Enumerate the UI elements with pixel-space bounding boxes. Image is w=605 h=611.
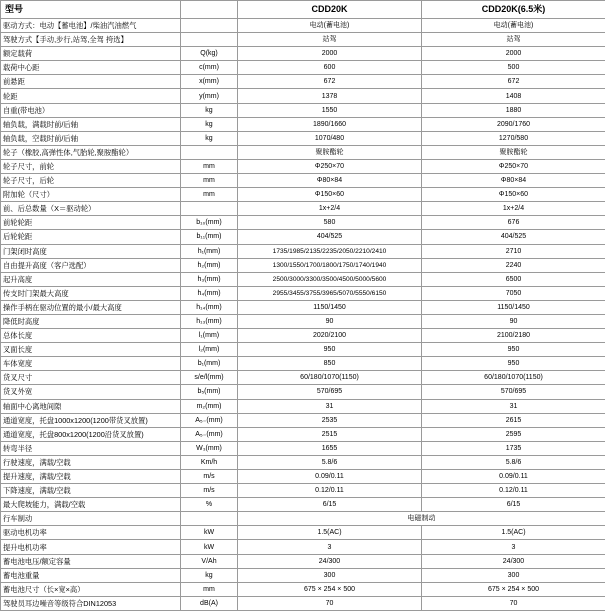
- row-unit: l₂(mm): [181, 343, 238, 357]
- row-value-model-1: 5.8/6: [238, 455, 422, 469]
- row-label: 驾驶员耳边噪音等级符合DIN12053: [1, 596, 181, 610]
- row-value-model-2: Φ80×84: [422, 174, 605, 188]
- row-label: 转弯半径: [1, 441, 181, 455]
- row-value-model-1: 24/300: [238, 554, 422, 568]
- table-row: [1, 385, 605, 399]
- row-value-model-2: 1x+2/4: [422, 202, 605, 216]
- row-value-model-1: 672: [238, 75, 422, 89]
- row-value-model-1: 600: [238, 61, 422, 75]
- row-unit: m₂(mm): [181, 399, 238, 413]
- row-unit: h₃(mm): [181, 272, 238, 286]
- row-value-model-1: 2955/3455/3755/3965/5070/5550/6150: [238, 286, 422, 300]
- row-unit: h₁₄(mm): [181, 300, 238, 314]
- row-unit: [181, 202, 238, 216]
- row-unit: V/Ah: [181, 554, 238, 568]
- row-value-model-2: 1270/580: [422, 131, 605, 145]
- row-label: 总体长度: [1, 329, 181, 343]
- row-label: 传支时门架最大高度: [1, 286, 181, 300]
- row-label: 附加轮（尺寸）: [1, 188, 181, 202]
- row-value-model-2: 500: [422, 61, 605, 75]
- row-unit: W₃(mm): [181, 441, 238, 455]
- row-value-model-1: 1550: [238, 103, 422, 117]
- table-row: [1, 103, 605, 117]
- row-label: 货叉尺寸: [1, 371, 181, 385]
- row-value-model-1: 675 × 254 × 500: [238, 582, 422, 596]
- row-value-model-1: 31: [238, 399, 422, 413]
- table-row: [1, 399, 605, 413]
- table-row: [1, 33, 605, 47]
- row-value-model-1: 2535: [238, 413, 422, 427]
- row-label: 提升速度，满载/空载: [1, 470, 181, 484]
- row-value-model-2: 672: [422, 75, 605, 89]
- row-value-model-1: 90: [238, 314, 422, 328]
- row-value-model-2: 90: [422, 314, 605, 328]
- row-label: 行车制动: [1, 512, 181, 526]
- row-unit: m/s: [181, 484, 238, 498]
- row-value-model-1: 1655: [238, 441, 422, 455]
- table-row: [1, 244, 605, 258]
- table-row: [1, 159, 605, 173]
- table-row: [1, 47, 605, 61]
- row-value-model-2: 2710: [422, 244, 605, 258]
- table-header: [1, 1, 605, 19]
- table-row: [1, 117, 605, 131]
- row-label: 驱动电机功率: [1, 526, 181, 540]
- row-label: 轮距: [1, 89, 181, 103]
- row-value-model-2: 1880: [422, 103, 605, 117]
- table-row: [1, 455, 605, 469]
- table-row: [1, 484, 605, 498]
- row-value-model-2: 300: [422, 568, 605, 582]
- table-row: [1, 75, 605, 89]
- row-value-model-2: 6/15: [422, 498, 605, 512]
- row-label: 额定载荷: [1, 47, 181, 61]
- row-value-model-2: 1735: [422, 441, 605, 455]
- row-unit: [181, 145, 238, 159]
- row-value-model-1: 1378: [238, 89, 422, 103]
- row-label: 提升电机功率: [1, 540, 181, 554]
- table-row: [1, 258, 605, 272]
- row-value-model-1: 1300/1550/1700/1800/1750/1740/1940: [238, 258, 422, 272]
- row-unit: [181, 512, 238, 526]
- row-unit: m/s: [181, 470, 238, 484]
- row-value-model-1: 1150/1450: [238, 300, 422, 314]
- row-unit: b₅(mm): [181, 385, 238, 399]
- row-unit: x(mm): [181, 75, 238, 89]
- row-unit: [181, 33, 238, 47]
- table-row: [1, 300, 605, 314]
- row-label: 蓄电池重量: [1, 568, 181, 582]
- row-value-model-1: 404/525: [238, 230, 422, 244]
- row-value-model-1: 1070/480: [238, 131, 422, 145]
- row-value-model-1: Φ80×84: [238, 174, 422, 188]
- table-row: [1, 61, 605, 75]
- table-row: [1, 512, 605, 526]
- row-label: 前轮轮距: [1, 216, 181, 230]
- table-row: [1, 371, 605, 385]
- table-row: [1, 470, 605, 484]
- row-value-model-2: 6500: [422, 272, 605, 286]
- table-row: [1, 526, 605, 540]
- row-value-model-1: 2515: [238, 427, 422, 441]
- row-label: 轴面中心离地间隙: [1, 399, 181, 413]
- table-row: [1, 286, 605, 300]
- row-value-model-1: 1890/1660: [238, 117, 422, 131]
- row-value-model-2: 1.5(AC): [422, 526, 605, 540]
- table-row: [1, 131, 605, 145]
- table-row: [1, 343, 605, 357]
- table-row: [1, 19, 605, 33]
- row-value-model-2: 电动(蓄电池): [422, 19, 605, 33]
- table-row: [1, 329, 605, 343]
- row-label: 行驶速度，满载/空载: [1, 455, 181, 469]
- row-value-model-2: 404/525: [422, 230, 605, 244]
- row-value-model-2: 31: [422, 399, 605, 413]
- table-row: [1, 202, 605, 216]
- row-label: 门架闭时高度: [1, 244, 181, 258]
- row-unit: b₁₁(mm): [181, 230, 238, 244]
- row-label: 轮子（橡胶,高弹性体,气胎轮,聚胺酯轮）: [1, 145, 181, 159]
- row-label: 起升高度: [1, 272, 181, 286]
- row-unit: A₅₋(mm): [181, 413, 238, 427]
- row-value-model-1: 1x+2/4: [238, 202, 422, 216]
- row-label: 前悬距: [1, 75, 181, 89]
- header-model-2: CDD20K(6.5米): [422, 1, 605, 19]
- row-value-model-2: 675 × 254 × 500: [422, 582, 605, 596]
- row-value-model-2: 24/300: [422, 554, 605, 568]
- row-value-model-1: 3: [238, 540, 422, 554]
- row-value-model-2: 2595: [422, 427, 605, 441]
- table-row: [1, 554, 605, 568]
- row-unit: [181, 19, 238, 33]
- row-value-model-2: 1150/1450: [422, 300, 605, 314]
- row-value-model-2: 站驾: [422, 33, 605, 47]
- row-label: 轮子尺寸，前轮: [1, 159, 181, 173]
- table-row: [1, 357, 605, 371]
- row-label: 通道宽度，托盘800x1200(1200沿货叉放置): [1, 427, 181, 441]
- row-value-model-1: 站驾: [238, 33, 422, 47]
- row-unit: s/e/l(mm): [181, 371, 238, 385]
- row-unit: Km/h: [181, 455, 238, 469]
- table-row: [1, 188, 605, 202]
- row-unit: kg: [181, 568, 238, 582]
- row-label: 自重(带电池）: [1, 103, 181, 117]
- row-label: 载荷中心距: [1, 61, 181, 75]
- row-value-model-1: 1.5(AC): [238, 526, 422, 540]
- row-value-model-1: 2000: [238, 47, 422, 61]
- table-row: [1, 582, 605, 596]
- table-row: [1, 314, 605, 328]
- table-row: [1, 540, 605, 554]
- row-unit: kW: [181, 540, 238, 554]
- row-label: 降低时高度: [1, 314, 181, 328]
- row-label: 下降速度，满载/空载: [1, 484, 181, 498]
- table-row: [1, 427, 605, 441]
- table-row: [1, 216, 605, 230]
- row-value-model-2: 950: [422, 357, 605, 371]
- row-unit: kW: [181, 526, 238, 540]
- row-value-model-1: 聚胺酯轮: [238, 145, 422, 159]
- row-value-model-2: 70: [422, 596, 605, 610]
- row-unit: mm: [181, 582, 238, 596]
- row-value-model-1: Φ250×70: [238, 159, 422, 173]
- row-label: 叉面长度: [1, 343, 181, 357]
- row-value-model-1: 70: [238, 596, 422, 610]
- row-unit: h₁₃(mm): [181, 314, 238, 328]
- row-unit: h₂(mm): [181, 258, 238, 272]
- row-value-model-1: 0.09/0.11: [238, 470, 422, 484]
- row-unit: b₁₀(mm): [181, 216, 238, 230]
- row-value-model-2: Φ250×70: [422, 159, 605, 173]
- table-row: [1, 89, 605, 103]
- row-value-model-2: 2240: [422, 258, 605, 272]
- row-unit: mm: [181, 159, 238, 173]
- row-value-model-2: 0.09/0.11: [422, 470, 605, 484]
- row-unit: c(mm): [181, 61, 238, 75]
- row-unit: A₅₋(mm): [181, 427, 238, 441]
- row-value-model-2: 1408: [422, 89, 605, 103]
- row-value-model-1: 2020/2100: [238, 329, 422, 343]
- row-value-model-2: 5.8/6: [422, 455, 605, 469]
- row-value-model-1: 580: [238, 216, 422, 230]
- row-label: 驱动方式：电动【蓄电池】/柴油汽油燃气: [1, 19, 181, 33]
- header-row: [1, 1, 605, 19]
- header-unit: [181, 1, 238, 19]
- row-label: 驾驶方式【手动,步行,站驾,全驾 挎选】: [1, 33, 181, 47]
- row-value-model-1: 2500/3000/3300/3500/4500/5000/5600: [238, 272, 422, 286]
- table-row: [1, 230, 605, 244]
- table-row: [1, 596, 605, 610]
- table-row: [1, 413, 605, 427]
- table-row: [1, 441, 605, 455]
- row-label: 货叉外宽: [1, 385, 181, 399]
- row-value-model-2: 570/695: [422, 385, 605, 399]
- row-unit: kg: [181, 103, 238, 117]
- row-value-model-2: 2100/2180: [422, 329, 605, 343]
- row-value-model-2: 60/180/1070(1150): [422, 371, 605, 385]
- table-row: [1, 272, 605, 286]
- row-unit: h₁(mm): [181, 244, 238, 258]
- row-value-model-1: 850: [238, 357, 422, 371]
- row-unit: kg: [181, 117, 238, 131]
- row-unit: mm: [181, 174, 238, 188]
- header-label: 型号: [1, 1, 181, 19]
- row-value-model-2: Φ150×60: [422, 188, 605, 202]
- row-value-model-1: 电动(蓄电池): [238, 19, 422, 33]
- row-value-model-1: 300: [238, 568, 422, 582]
- header-model-1: CDD20K: [238, 1, 422, 19]
- row-unit: kg: [181, 131, 238, 145]
- row-unit: Q(kg): [181, 47, 238, 61]
- table-body: [1, 19, 605, 611]
- row-value-model-2: 3: [422, 540, 605, 554]
- table-row: [1, 145, 605, 159]
- row-value-model-1: 950: [238, 343, 422, 357]
- row-unit: b₁(mm): [181, 357, 238, 371]
- row-value-model-2: 7050: [422, 286, 605, 300]
- row-label: 前、后总数量（X＝驱动轮）: [1, 202, 181, 216]
- row-value-model-2: 0.12/0.11: [422, 484, 605, 498]
- row-value-model-2: 676: [422, 216, 605, 230]
- row-unit: h₄(mm): [181, 286, 238, 300]
- row-unit: mm: [181, 188, 238, 202]
- row-value-model-1: 570/695: [238, 385, 422, 399]
- table-row: [1, 174, 605, 188]
- row-label: 操作手柄在驱动位置的最小/最大高度: [1, 300, 181, 314]
- row-value-merged: 电磁制动: [238, 512, 605, 526]
- row-label: 轴负载，满载时前/后轴: [1, 117, 181, 131]
- row-value-model-2: 2090/1760: [422, 117, 605, 131]
- row-label: 蓄电池尺寸（长×宽×高）: [1, 582, 181, 596]
- row-value-model-1: Φ150×60: [238, 188, 422, 202]
- table-row: [1, 568, 605, 582]
- row-unit: dB(A): [181, 596, 238, 610]
- row-value-model-2: 聚胺酯轮: [422, 145, 605, 159]
- row-unit: %: [181, 498, 238, 512]
- row-label: 最大爬坡能力，满载/空载: [1, 498, 181, 512]
- row-unit: y(mm): [181, 89, 238, 103]
- row-value-model-1: 1735/1985/2135/2235/2050/2210/2410: [238, 244, 422, 258]
- row-label: 蓄电池电压/额定容量: [1, 554, 181, 568]
- row-label: 轮子尺寸，后轮: [1, 174, 181, 188]
- row-value-model-2: 950: [422, 343, 605, 357]
- row-label: 通道宽度，托盘1000x1200(1200带货叉放置): [1, 413, 181, 427]
- row-label: 自由提升高度（客户选配）: [1, 258, 181, 272]
- row-label: 后轮轮距: [1, 230, 181, 244]
- table-row: [1, 498, 605, 512]
- row-value-model-1: 6/15: [238, 498, 422, 512]
- row-label: 车体宽度: [1, 357, 181, 371]
- row-unit: l₁(mm): [181, 329, 238, 343]
- row-label: 轴负载，空载时前/后轴: [1, 131, 181, 145]
- row-value-model-1: 0.12/0.11: [238, 484, 422, 498]
- row-value-model-1: 60/180/1070(1150): [238, 371, 422, 385]
- row-value-model-2: 2000: [422, 47, 605, 61]
- row-value-model-2: 2615: [422, 413, 605, 427]
